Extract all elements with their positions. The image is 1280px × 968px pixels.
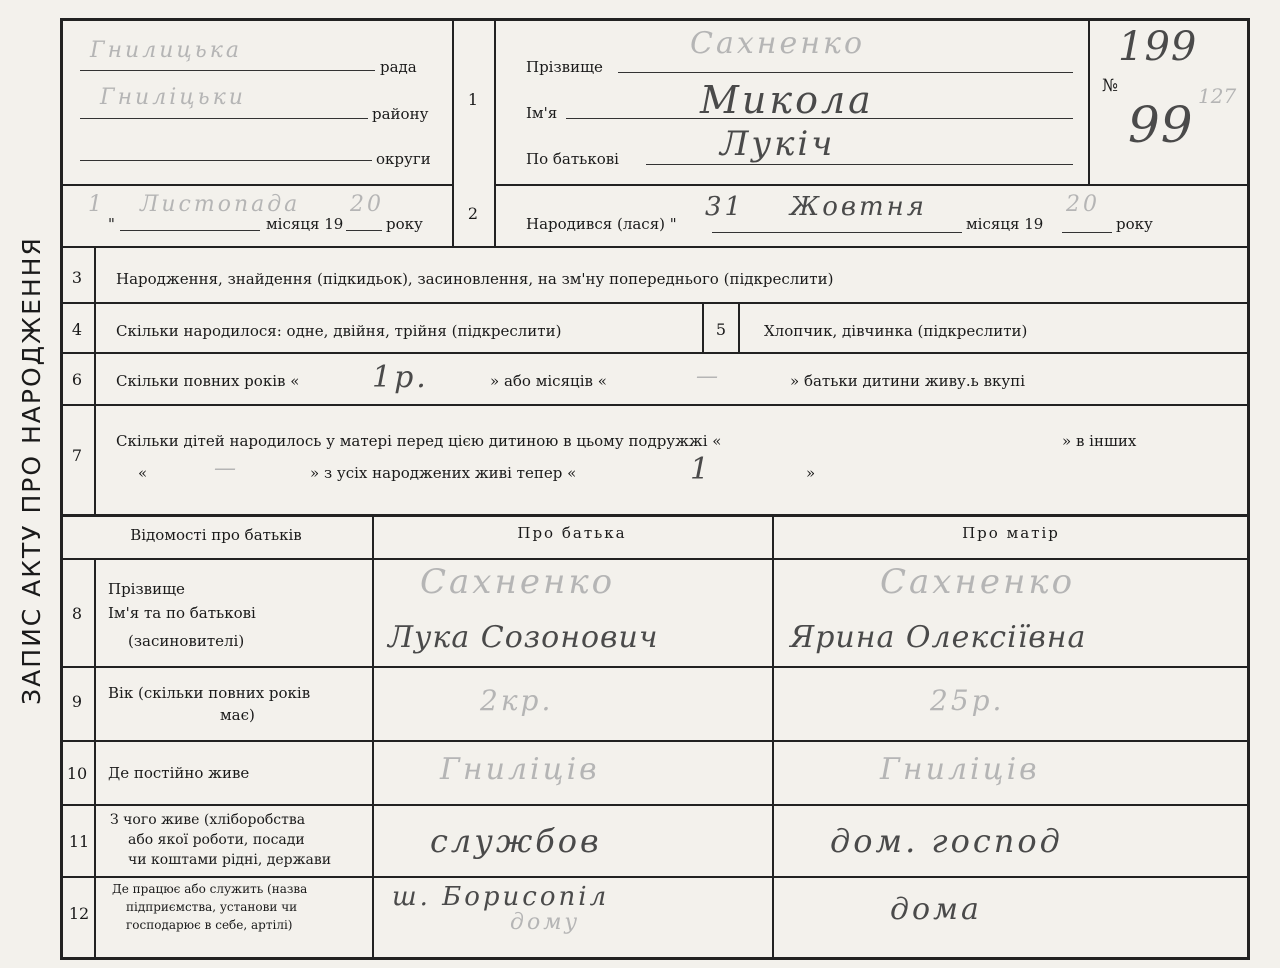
row-7-number: 7 (71, 446, 83, 465)
row-7-line-1: Скільки дітей народилось у матері перед цією дитиною в цьому подружжі « (116, 432, 722, 450)
born-roku-label: року (1116, 215, 1153, 233)
father-surname: Сахненко (420, 562, 616, 602)
row-11-bottom (60, 876, 1250, 878)
row-12-label-3: господарює в себе, артілі) (126, 918, 293, 932)
raion-value: Гниліцьки (100, 85, 246, 110)
row-10-bottom (60, 804, 1250, 806)
row-6-years: 1р. (372, 360, 429, 395)
record-number-second: 99 (1128, 96, 1194, 154)
row-7-other-children: — (214, 456, 239, 481)
col-mother-header: Про матір (962, 524, 1060, 542)
rada-label: рада (380, 58, 417, 76)
row-7-line-2-a: « (138, 464, 148, 482)
date-month: Листопада (140, 192, 301, 217)
row-5-text: Хлопчик, дівчинка (підкреслити) (764, 322, 1028, 340)
col-info-header: Відомості про батьків (130, 526, 302, 544)
date-day: 1 (88, 192, 105, 217)
row-4-number: 4 (71, 320, 83, 339)
row-7-line-1-end: » в інших (1062, 432, 1137, 450)
row-8-label-1: Прізвище (108, 580, 185, 598)
mother-workplace: дома (890, 892, 982, 927)
row-11-label-2: або якої роботи, посади (128, 832, 305, 848)
row-6-text-c: » батьки дитини живу.ь вкупі (790, 372, 1026, 390)
row-4-bottom (60, 352, 1250, 354)
born-month: Жовтня (790, 192, 927, 222)
father-workplace-2: дому (510, 910, 581, 935)
rada-line (80, 70, 375, 71)
row-9-label-1: Вік (скільки повних років (108, 684, 311, 702)
okruha-label: округи (376, 150, 431, 168)
row-6-text-a: Скільки повних років « (116, 372, 300, 390)
date-line (120, 230, 260, 231)
born-day: 31 (705, 192, 745, 222)
mother-occupation: дом. господ (830, 822, 1063, 860)
name-label: Ім'я (526, 104, 558, 122)
raion-line (80, 118, 368, 119)
date-open-quote: " (108, 215, 115, 233)
row-9-bottom (60, 740, 1250, 742)
row-9-number: 9 (71, 692, 83, 711)
header-divider-1 (452, 18, 454, 246)
mother-surname: Сахненко (880, 562, 1076, 602)
record-number: 199 (1118, 24, 1198, 70)
header-divider-2 (494, 18, 496, 246)
parents-number-divider (94, 558, 96, 960)
row-3-bottom (60, 302, 1250, 304)
okruha-line (80, 160, 372, 161)
header-row-divider (494, 184, 1250, 186)
row-8-label-2: Ім'я та по батькові (108, 604, 256, 622)
mother-name: Ярина Олексіївна (790, 620, 1087, 655)
row-10-number: 10 (66, 764, 88, 783)
header-left-divider (60, 184, 452, 186)
child-surname: Сахненко (690, 26, 866, 61)
row-9-label-2: має) (220, 706, 255, 724)
row-12-number: 12 (68, 904, 90, 923)
parents-father-divider (772, 514, 774, 960)
raion-label: району (372, 105, 429, 123)
record-number-label: № (1102, 76, 1119, 96)
row-6-text-b: » або місяців « (490, 372, 607, 390)
row-1-number: 1 (467, 90, 479, 109)
row-12-label-2: підприємства, установи чи (126, 900, 298, 914)
row-5-number-divider (738, 302, 740, 352)
born-year: 20 (1066, 192, 1100, 217)
parents-info-divider (372, 514, 374, 960)
row-8-label-3: (засиновителі) (128, 632, 245, 650)
child-name: Микола (700, 78, 874, 122)
row-6-number: 6 (71, 370, 83, 389)
row-6-bottom (60, 404, 1250, 406)
father-occupation: службов (430, 822, 602, 860)
father-name: Лука Созонович (388, 620, 659, 655)
row-5-number: 5 (715, 320, 727, 339)
row-4-text: Скільки народилося: одне, двійня, трійня (підкреслити) (116, 322, 562, 340)
born-misiatsia-label: місяця 19 (966, 215, 1044, 233)
row-3-number: 3 (71, 268, 83, 287)
child-patronymic: Лукіч (720, 124, 836, 164)
parents-header-bottom (60, 558, 1250, 560)
row-7-line-2-c: » (806, 464, 816, 482)
row-10-label: Де постійно живе (108, 764, 250, 782)
rada-value: Гнилицька (90, 38, 242, 63)
row-8-number: 8 (71, 604, 83, 623)
mother-residence: Гниліців (880, 752, 1040, 787)
row-11-number: 11 (68, 832, 90, 851)
row-11-label-1: З чого живе (хліборобства (110, 812, 306, 828)
row-7-alive-children: 1 (690, 452, 713, 487)
date-year: 20 (350, 192, 384, 217)
born-year-line (1062, 232, 1112, 233)
date-year-line (346, 230, 382, 231)
row-6-months: — (696, 364, 721, 389)
row-11-label-3: чи коштами рідні, держави (128, 852, 332, 868)
patronymic-label: По батькові (526, 150, 619, 168)
date-misiatsia-label: місяця 19 (266, 215, 344, 233)
row-7-line-2-b: » з усіх народжених живі тепер « (310, 464, 577, 482)
row-12-label-1: Де працює або служить (назва (112, 882, 308, 896)
row-3-text: Народження, знайдення (підкидьок), засиновлення, на зм'ну попереднього (підкреслити) (116, 270, 834, 288)
header-bottom-line (60, 246, 1250, 248)
row-7-bottom (60, 514, 1250, 517)
surname-line (618, 72, 1073, 73)
born-line (712, 232, 962, 233)
header-divider-3 (1088, 18, 1090, 186)
patronymic-line (646, 164, 1073, 165)
row-2-number: 2 (467, 204, 479, 223)
father-residence: Гниліців (440, 752, 600, 787)
born-label: Народився (лася) " (526, 215, 677, 233)
row-5-left-divider (702, 302, 704, 352)
row-8-bottom (60, 666, 1250, 668)
mother-age: 25р. (930, 684, 1005, 717)
father-age: 2кр. (480, 684, 554, 717)
surname-label: Прізвище (526, 58, 603, 76)
side-title-text: ЗАПИС АКТУ ПРО НАРОДЖЕННЯ (16, 235, 46, 705)
date-roku-label: року (386, 215, 423, 233)
rows-number-divider (94, 246, 96, 514)
record-number-suffix: 127 (1198, 84, 1237, 108)
col-father-header: Про батька (517, 524, 627, 542)
father-workplace: ш. Борисопіл (392, 882, 610, 912)
form-side-title (8, 130, 54, 810)
